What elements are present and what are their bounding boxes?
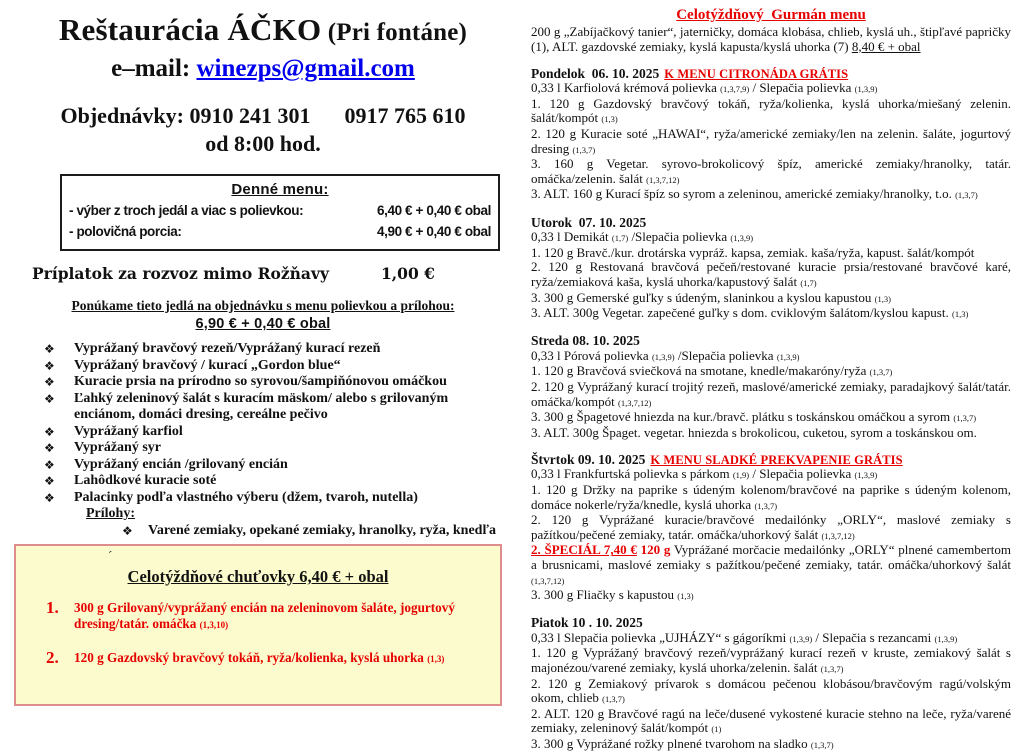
- menu-line: [531, 426, 1011, 441]
- text-segment: 2. 120 g Kuracie soté „HAWAI“, ryža/americké zemiaky/len na zelenin. šaláte, jogurtový dresing: [531, 126, 1011, 156]
- orders-line: [14, 103, 512, 129]
- dish-name: Vyprážaný encián /grilovaný encián: [74, 456, 288, 472]
- text-segment: (1,3): [677, 591, 694, 602]
- menu-line: [531, 230, 1011, 246]
- text-segment: (1,3,9): [854, 470, 878, 481]
- text-segment: 2. ALT. 120 g Bravčové ragú na leče/dusené vykostené kuracie stehno na leče, ryža/varené zemiaky, zeleninový šalát/kompót: [531, 705, 1011, 736]
- menu-line: [531, 306, 1011, 322]
- dish-name: Vyprážaný bravčový rezeň/Vyprážaný kurací rezeň: [74, 341, 381, 356]
- diamond-bullet-icon: ❖: [44, 391, 55, 406]
- menu-line: [531, 349, 1011, 365]
- day-date: Streda 08. 10. 2025: [531, 333, 640, 349]
- text-segment: 3. 160 g Vegetar. syrovo-brokolicový špíz, americké zemiaky/hranolky, tatár. omáčka/zelenin. šalát: [531, 156, 1011, 186]
- menu-line: [531, 187, 1011, 203]
- day-heading: [531, 453, 1011, 468]
- diamond-bullet-icon: ❖: [44, 441, 55, 455]
- dish-row: [44, 440, 512, 457]
- dish-name: Vyprážaný bravčový / kurací „Gordon blue“: [74, 357, 341, 373]
- day-section: [531, 67, 1011, 203]
- diamond-bullet-icon: ❖: [122, 523, 133, 538]
- delivery-surcharge-label: Príplatok za rozvoz mimo Rožňavy: [32, 264, 329, 283]
- text-segment: 3. 300 g Gemerské guľky s údeným, slaninkou a kyslou kapustou: [531, 289, 875, 305]
- diamond-bullet-icon: ❖: [44, 358, 55, 373]
- text-segment: (1): [711, 724, 722, 735]
- text-segment: 0,33 l Pórová polievka: [531, 347, 652, 363]
- menu-line: [531, 707, 1011, 737]
- text-segment: (1,3,9): [776, 351, 800, 362]
- snack-text: [74, 600, 486, 633]
- menu-line: [531, 260, 1011, 290]
- dish-name: Ľahký zeleninový šalát s kuracím mäskom/ alebo s grilovaným enciánom, domáci dresing, cereálne pečivo: [74, 390, 449, 422]
- day-heading: [531, 616, 1011, 631]
- text-segment: (1,3): [601, 114, 618, 125]
- restaurant-title: [14, 12, 512, 48]
- text-segment: (1,3,7): [810, 740, 834, 751]
- text-segment: 3. ALT. 300g Vegetar. zapečené guľky s dom. cviklovým šalátom/kyslou kapust.: [531, 305, 952, 321]
- text-segment: (1,7): [800, 277, 817, 288]
- menu-line: [531, 380, 1011, 410]
- menu-line: [531, 631, 1011, 647]
- weekly-snacks-items: [16, 600, 500, 667]
- day-date: Pondelok 06. 10. 2025: [531, 65, 660, 81]
- text-segment: 3. 300 g Špagetové hniezda na kur./bravč. plátku s toskánskou omáčkou a syrom: [531, 409, 954, 425]
- text-segment: 1. 120 g Gazdovský bravčový tokáň, ryža/kolienka, kyslá uhorka/miešaný zelenin. šalát/kompót: [531, 95, 1011, 126]
- text-segment: (1,7): [611, 233, 629, 244]
- diamond-bullet-icon: ❖: [44, 490, 55, 505]
- left-column: [14, 0, 512, 706]
- day-section: [531, 334, 1011, 440]
- menu-line: [531, 588, 1011, 604]
- text-segment: (1,3,7): [754, 500, 778, 511]
- text-segment: / Slepačia polievka: [749, 466, 855, 482]
- menu-line: [531, 646, 1011, 676]
- text-segment: (1,3,7,12): [531, 575, 565, 586]
- text-segment: (1,3,7): [572, 144, 596, 155]
- text-segment: 3. 300 g Fliačky s kapustou: [531, 587, 678, 603]
- text-segment: (1,3): [874, 293, 891, 304]
- dish-name: Vyprážaný syr: [74, 440, 161, 455]
- orders-hours: od 8:00 hod.: [205, 131, 321, 156]
- day-promo-note: K MENU SLADKÉ PREKVAPENIE GRÁTIS: [650, 452, 903, 467]
- dish-name: Lahôdkové kuracie soté: [74, 473, 217, 488]
- text-segment: (1,3,9): [651, 351, 675, 362]
- text-segment: (1,3): [951, 309, 969, 320]
- text-segment: (1,3,7,12): [821, 530, 855, 541]
- dish-name: Kuracie prsia na prírodno so syrovou/šampiňónovou omáčkou: [74, 374, 447, 389]
- daily-menu-rows: [69, 200, 491, 242]
- text-segment: (1,3,7,12): [618, 397, 652, 408]
- day-date: Utorok 07. 10. 2025: [531, 214, 647, 230]
- text-segment: 200 g „Zabíjačkový tanier“, jaterničky, domáca klobása, chlieb, kyslá uh., štipľavé papričky (1), ALT. gazdovské zemiaky, kyslá kapusta/kyslá uhorka (7): [531, 24, 1011, 54]
- menu-line: [531, 81, 1011, 97]
- diamond-bullet-icon: ❖: [44, 474, 55, 488]
- text-segment: (1,3,9): [789, 633, 813, 644]
- daily-menu-row: [69, 200, 491, 221]
- text-segment: 0,33 l Karfiolová krémová polievka: [531, 80, 721, 96]
- text-segment: 3. 300 g Vyprážané rožky plnené tvarohom na sladko: [531, 736, 811, 752]
- dish-row: [44, 391, 512, 424]
- day-date: Piatok 10 . 10. 2025: [531, 615, 643, 631]
- snack-item: [46, 600, 486, 633]
- text-segment: 2. ŠPECIÁL 7,40 €: [531, 542, 637, 558]
- sides-label: Prílohy:: [86, 506, 135, 521]
- diamond-bullet-icon: ❖: [44, 457, 55, 472]
- day-heading: [531, 334, 1011, 349]
- email-line: [14, 55, 512, 83]
- menu-line: [531, 157, 1011, 187]
- text-segment: 0,33 l Demikát: [531, 229, 612, 245]
- dish-list: [44, 341, 512, 506]
- text-segment: 2. 120 g Vyprážané kuracie/bravčové medailónky „ORLY“, maslové zemiaky s pažítkou/pečené zemiaky, tatár. omáčka/uhorkový šalát: [531, 512, 1011, 542]
- text-segment: (1,3,7,12): [646, 174, 680, 185]
- text-segment: 1. 120 g Vyprážaný bravčový rezeň/vyprážaný kurací rezeň v kruste, zemiakový šalát s majonézou/varené zemiaky, kyslá uhorka/zelenin. šalát: [531, 645, 1011, 676]
- dish-row: [44, 358, 512, 375]
- menu-line: [531, 364, 1011, 380]
- dish-name: Vyprážaný karfiol: [74, 423, 183, 439]
- menu-line: [531, 127, 1011, 157]
- right-column: [531, 0, 1011, 753]
- text-segment: 2. 120 g Vyprážaný kurací trojitý rezeň, maslové/americké zemiaky, paradajkový šalát/tatár. omáčka/kompót: [531, 378, 1011, 409]
- text-segment: 8,40 € + obal: [851, 38, 921, 54]
- orders-phone-2: 0917 765 610: [344, 103, 466, 128]
- text-segment: 3. ALT. 300g Špaget. vegetar. hniezda s brokolicou, cuketou, syrom a toskánskou om.: [531, 424, 977, 440]
- text-segment: (1,3,7): [869, 367, 893, 378]
- dish-row: [44, 473, 512, 490]
- dish-row: [44, 490, 512, 507]
- text-segment: (1,3,9): [730, 233, 754, 244]
- stray-mark: ´: [108, 548, 113, 563]
- day-date: Štvrtok 09. 10. 2025: [531, 451, 646, 467]
- email-label: e–mail:: [111, 55, 197, 82]
- snack-text: [74, 650, 486, 667]
- text-segment: 0,33 l Slepačia polievka „UJHÁZY“ s gágoríkmi: [531, 629, 790, 645]
- diamond-bullet-icon: ❖: [44, 424, 55, 439]
- dish-name: Palacinky podľa vlastného výberu (džem, tvaroh, nutella): [74, 489, 418, 505]
- email-link[interactable]: winezps@gmail.com: [196, 55, 415, 82]
- text-segment: (1,3,7): [955, 190, 978, 201]
- weekly-snacks-title: Celotýždňové chuťovky 6,40 € + obal: [127, 567, 389, 586]
- restaurant-title-suffix: (Pri fontáne): [321, 19, 468, 46]
- text-segment: 3. ALT. 160 g Kurací špíz so syrom a zeleninou, americké zemiaky/hranolky, t.o.: [531, 186, 956, 202]
- snack-allergens: (1,3): [427, 654, 445, 664]
- menu-line: [531, 246, 1011, 261]
- daily-menu-title: Denné menu:: [231, 181, 329, 198]
- snack-description: 120 g Gazdovský bravčový tokáň, ryža/kolienka, kyslá uhorka: [74, 650, 428, 665]
- dish-row: [44, 341, 512, 358]
- delivery-surcharge-price: 1,00 €: [380, 264, 435, 283]
- text-segment: (1,3,9): [934, 633, 958, 644]
- orders-label: Objednávky:: [60, 103, 190, 128]
- text-segment: 1. 120 g Bravčová sviečková na smotane, knedle/makaróny/ryža: [531, 363, 870, 379]
- menu-line: [531, 291, 1011, 307]
- day-heading: [531, 216, 1011, 231]
- text-segment: /Slepačia polievka: [628, 229, 731, 245]
- gurman-menu-body: [531, 25, 1011, 54]
- text-segment: 1. 120 g Držky na paprike s údeným kolenom/bravčové na paprike s údeným kolenom, domáce nokerle/ryža/knedle, kyslá uhorka: [531, 482, 1011, 512]
- daily-menu-row: [69, 221, 491, 242]
- daily-menu-row-price: 4,90 € + 0,40 € obal: [377, 224, 491, 239]
- menu-line: [531, 513, 1011, 543]
- text-segment: Vyprážané morčacie medailónky „ORLY“ plnené camembertom a brusnicami, maslové zemiaky s pažítkou/pečené zemiaky, tatár. omáčka/uhorkový šalát: [531, 542, 1012, 572]
- diamond-bullet-icon: ❖: [44, 375, 55, 389]
- menu-line: [531, 97, 1011, 127]
- text-segment: 1. 120 g Bravč./kur. drotárska vypráž. kapsa, zemiak. kaša/ryža, kapust. šalát/kompót: [531, 244, 975, 260]
- snack-allergens: (1,3,10): [199, 620, 229, 630]
- snack-number: 2.: [46, 648, 59, 667]
- diamond-bullet-icon: ❖: [44, 342, 55, 356]
- snack-number: 1.: [46, 598, 59, 617]
- daily-menu-row-label: - výber z troch jedál a viac s polievkou:: [69, 203, 304, 218]
- text-segment: (1,9): [732, 470, 750, 481]
- text-segment: (1,3,7): [953, 413, 977, 424]
- text-segment: 120 g: [640, 542, 671, 558]
- snack-item: [46, 650, 486, 667]
- text-segment: (1,3,7): [820, 664, 844, 675]
- text-segment: / Slepačia polievka: [749, 80, 855, 96]
- daily-menu-row-label: - polovičná porcia:: [69, 224, 182, 239]
- text-segment: /Slepačia polievka: [674, 347, 777, 363]
- orders-phone-1: 0910 241 301: [189, 103, 311, 128]
- dish-row: [44, 457, 512, 474]
- text-segment: (1,3,7): [602, 694, 625, 705]
- day-section: [531, 616, 1011, 752]
- gurman-menu-title: Celotýždňový Gurmán menu: [676, 7, 866, 23]
- restaurant-name: Reštaurácia ÁČKO: [58, 12, 322, 47]
- daily-menu-row-price: 6,40 € + 0,40 € obal: [377, 203, 491, 218]
- daily-menu-box: [60, 174, 500, 251]
- text-segment: 2. 120 g Zemiakový prívarok s domácou pečenou klobásou/bravčovým ragú/volským okom, chlieb: [531, 675, 1011, 706]
- text-segment: 2. 120 g Restovaná bravčová pečeň/restované kuracie prsia/restované bravčové karé, ryža/zemiaková kaša, kyslá uhorka/kapustový šalát: [531, 259, 1011, 289]
- snack-description: 300 g Grilovaný/vyprážaný encián na zeleninovom šaláte, jogurtový dresing/tatár. omáčka: [74, 600, 455, 631]
- weekday-sections: [531, 67, 1011, 753]
- dish-row: [44, 424, 512, 441]
- menu-line: [531, 467, 1011, 483]
- sides-row: [122, 523, 512, 540]
- menu-line: [531, 677, 1011, 707]
- menu-line: [531, 737, 1011, 753]
- menu-line: [531, 543, 1011, 588]
- sides-item: Varené zemiaky, opekané zemiaky, hranolky, ryža, knedľa: [148, 522, 497, 538]
- menu-line: [531, 410, 1011, 426]
- day-heading: [531, 67, 1011, 82]
- delivery-surcharge-line: [32, 264, 512, 283]
- day-promo-note: K MENU CITRONÁDA GRÁTIS: [664, 66, 849, 81]
- order-offer-price: 6,90 € + 0,40 € obal: [195, 316, 331, 332]
- order-offer-text: Ponúkame tieto jedlá na objednávku s menu polievkou a prílohou:: [71, 298, 455, 313]
- weekly-snacks-box: [14, 544, 502, 706]
- dish-row: [44, 374, 512, 391]
- text-segment: / Slepačia s rezancami: [812, 629, 935, 645]
- text-segment: 0,33 l Frankfurtská polievka s párkom: [531, 466, 733, 482]
- text-segment: (1,3,9): [854, 84, 878, 95]
- day-section: [531, 453, 1011, 604]
- menu-line: [531, 483, 1011, 513]
- text-segment: (1,3,7,9): [720, 84, 750, 95]
- day-section: [531, 216, 1011, 322]
